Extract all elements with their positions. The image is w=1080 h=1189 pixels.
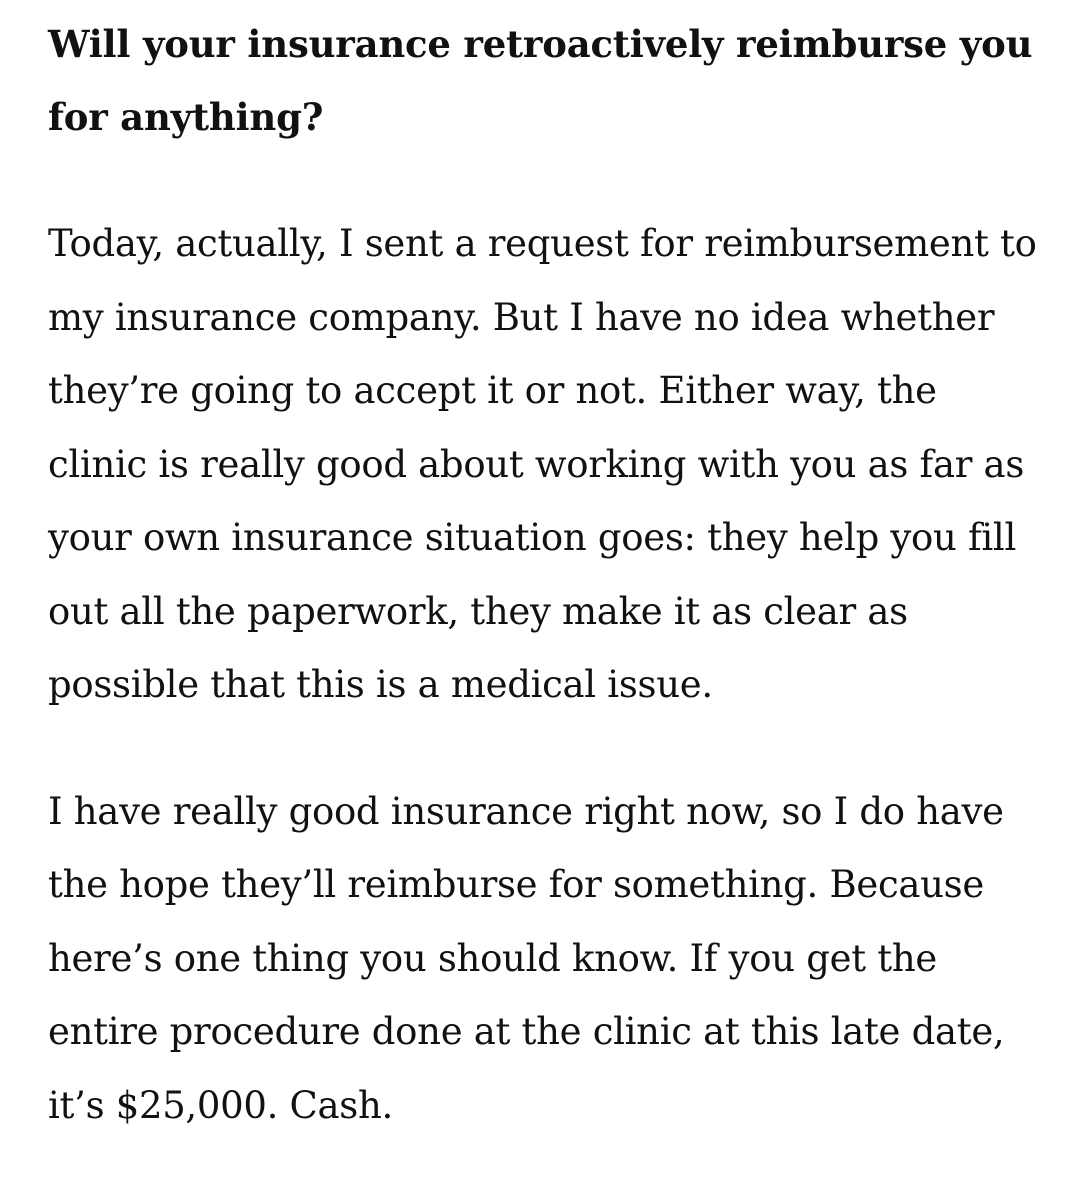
- answer-paragraph-2: I have really good insurance right now, so I do have the hope they’ll reimburse for something. Because here’s one thing you should know. If you get the entire procedure done at the clinic at this late date, it’s $25,000. Cash.: [48, 789, 1005, 1127]
- interview-question: Will your insurance retroactively reimburse you for anything?: [48, 22, 1033, 139]
- answer-paragraph-1: Today, actually, I sent a request for reimbursement to my insurance company. But I have no idea whether they’re going to accept it or not. Either way, the clinic is really good about working with you as far as your own insurance situation goes: they help you fill out all the paperwork, they make it as clear as possible that this is a medical issue.: [48, 222, 1037, 706]
